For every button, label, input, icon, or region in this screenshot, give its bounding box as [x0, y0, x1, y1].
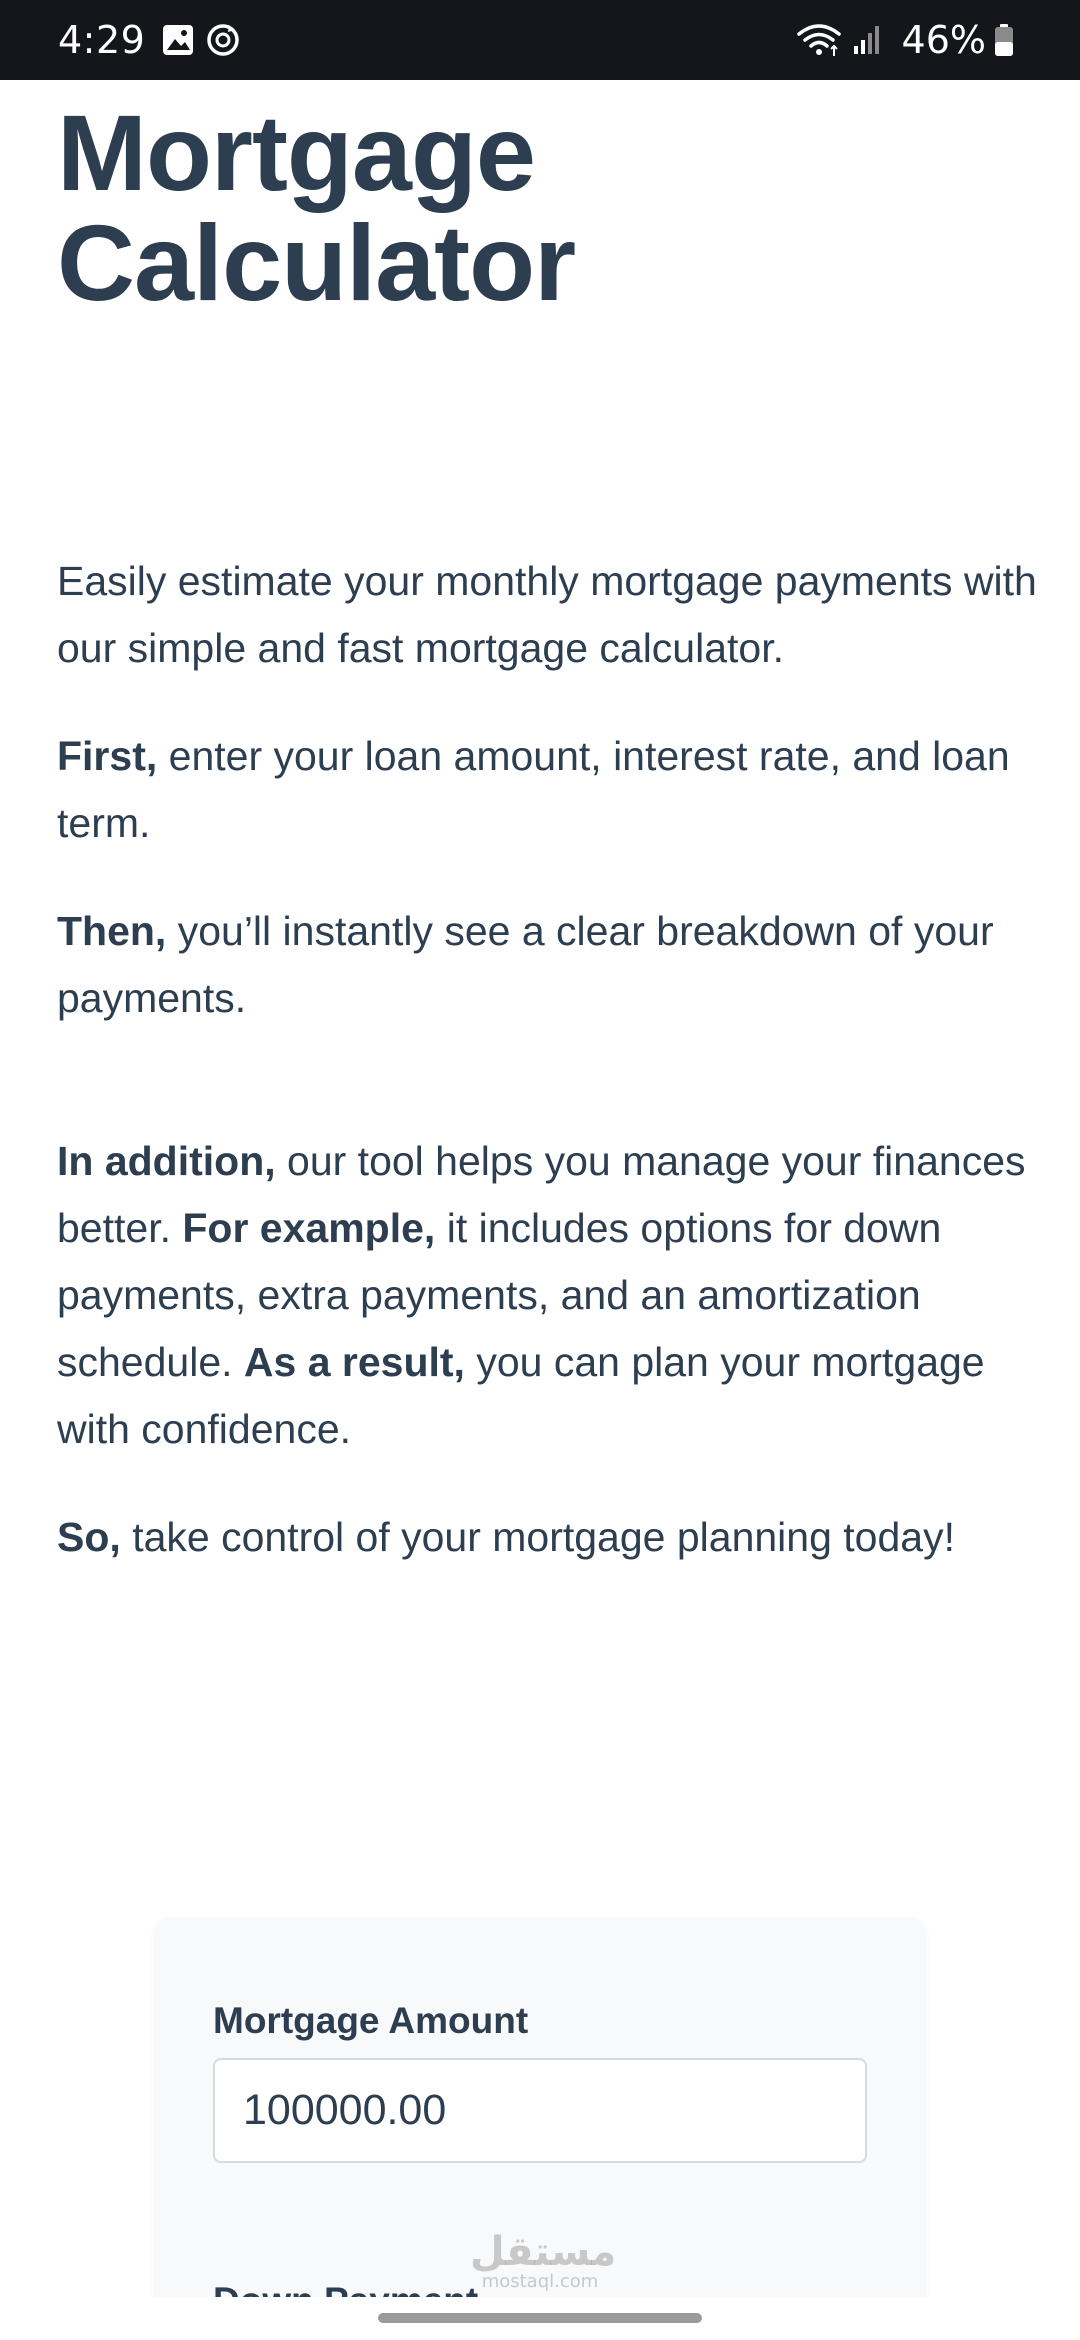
intro-p5-text: take control of your mortgage planning today!	[120, 1514, 955, 1560]
intro-text	[57, 548, 1037, 1571]
intro-p4-text-1: our tool helps you manage your finances better.	[57, 1138, 1026, 1251]
status-bar	[0, 0, 1080, 80]
status-right	[796, 18, 1024, 62]
intro-p1-text: Easily estimate your monthly mortgage payments with our simple and fast mortgage calculator.	[57, 558, 1037, 671]
mortgage-amount-input[interactable]	[213, 2058, 867, 2163]
watermark	[470, 2229, 617, 2292]
intro-paragraph-2	[57, 723, 1037, 857]
intro-p4-text-3: you can plan your mortgage with confidence.	[57, 1339, 985, 1452]
intro-paragraph-1	[57, 548, 1037, 682]
gallery-icon	[161, 23, 195, 57]
page-title-line2: Calculator	[57, 202, 576, 323]
watermark-latin: mostaql.com	[481, 2271, 599, 2292]
intro-paragraph-3	[57, 898, 1037, 1032]
signal-icon	[852, 24, 882, 56]
intro-p4-lead: In addition,	[57, 1138, 276, 1184]
intro-p2-lead: First,	[57, 733, 158, 779]
intro-p5-lead: So,	[57, 1514, 121, 1560]
intro-p4-lead-2: For example,	[182, 1205, 436, 1251]
battery-icon	[994, 23, 1014, 57]
battery-percent: 46%	[901, 18, 986, 62]
page-header	[57, 80, 1023, 323]
intro-p3-lead: Then,	[57, 908, 167, 954]
watermark-arabic: مستقل	[470, 2229, 617, 2275]
intro-p4-text-2: it includes options for down payments, extra payments, and an amortization schedule.	[57, 1205, 942, 1385]
intro-p3-text: you’ll instantly see a clear breakdown of your payments.	[57, 908, 994, 1021]
sync-icon	[205, 22, 241, 58]
intro-paragraph-4	[57, 1128, 1037, 1463]
page-title	[57, 80, 1023, 323]
navigation-handle[interactable]	[378, 2313, 702, 2323]
status-time: 4:29	[58, 18, 146, 62]
status-left	[58, 18, 251, 62]
intro-paragraph-5	[57, 1504, 1037, 1571]
intro-p4-lead-3: As a result,	[243, 1339, 465, 1385]
wifi-icon	[796, 22, 842, 58]
intro-p2-text: enter your loan amount, interest rate, and loan term.	[57, 733, 1010, 846]
page-title-line1: Mortgage	[57, 92, 535, 213]
mortgage-amount-label: Mortgage Amount	[213, 2000, 529, 2041]
